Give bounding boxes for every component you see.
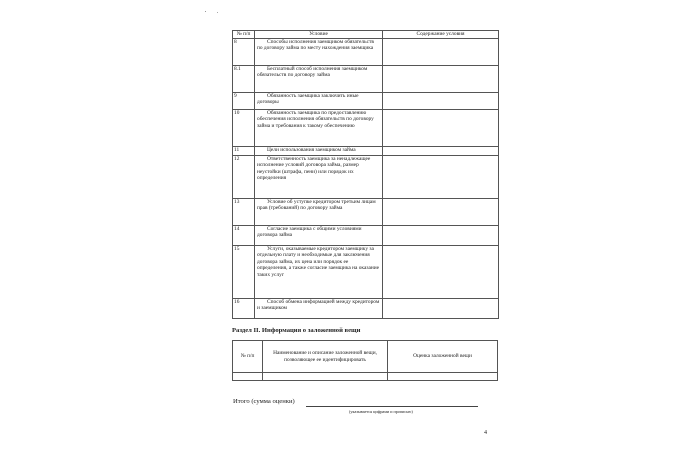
total-label: Итого (сумма оценки) — [233, 398, 295, 405]
row-condition: Обязанность заемщика заключить иные договоры — [255, 92, 383, 109]
row-value[interactable] — [383, 298, 499, 318]
header-item-valuation: Оценка заложенной вещи — [388, 341, 498, 373]
row-condition: Услуги, оказываемые кредитором заемщику за отдельную плату и необходимые для заключения договора займа, их цена или порядок ее определения, а также согласие заемщика на оказание таких услуг — [255, 245, 383, 298]
table-row — [233, 198, 499, 225]
row-condition: Условие об уступке кредитором третьим лицам прав (требований) по договору займа — [255, 198, 383, 225]
row-number: 14 — [233, 225, 255, 245]
row-value[interactable] — [383, 109, 499, 146]
row-number: 15 — [233, 245, 255, 298]
table-header-row — [233, 341, 498, 373]
table-row — [233, 298, 499, 318]
row-number: 16 — [233, 298, 255, 318]
row-number: 11 — [233, 146, 255, 155]
pledged-item-table — [232, 340, 498, 381]
header-number: № п/п — [233, 31, 255, 39]
table-row — [233, 38, 499, 65]
row-value[interactable] — [383, 245, 499, 298]
scan-speck — [205, 11, 206, 12]
row-condition: Цели использования заемщиком займа — [255, 146, 383, 155]
total-hint: (указывается цифрами и прописью) — [349, 409, 413, 414]
table-row — [233, 155, 499, 198]
row-condition: Бесплатный способ исполнения заемщиком обязательств по договору займа — [255, 65, 383, 92]
table-row — [233, 146, 499, 155]
total-amount-field[interactable] — [306, 406, 478, 407]
row-item-description[interactable] — [263, 373, 388, 381]
table-row — [233, 245, 499, 298]
row-condition: Обязанность заемщика по предоставлению обеспечения исполнения обязательств по договору займа и требования к такому обеспечению — [255, 109, 383, 146]
table-row — [233, 65, 499, 92]
row-condition: Согласие заемщика с общими условиями договора займа — [255, 225, 383, 245]
row-value[interactable] — [383, 155, 499, 198]
row-number: 13 — [233, 198, 255, 225]
row-value[interactable] — [383, 38, 499, 65]
scan-speck — [217, 12, 218, 13]
row-number: 8 — [233, 38, 255, 65]
row-value[interactable] — [383, 65, 499, 92]
page-number: 4 — [484, 430, 487, 436]
row-condition: Ответственность заемщика за ненадлежащее исполнение условий договора займа, размер неустойки (штрафа, пени) или порядок их определения — [255, 155, 383, 198]
row-item-valuation[interactable] — [388, 373, 498, 381]
table-row — [233, 373, 498, 381]
section-2-title: Раздел II. Информация о заложенной вещи — [232, 327, 361, 334]
header-number: № п/п — [233, 341, 263, 373]
header-condition: Условие — [255, 31, 383, 39]
table-row — [233, 109, 499, 146]
row-value[interactable] — [383, 92, 499, 109]
table-row — [233, 225, 499, 245]
row-number: 8.1 — [233, 65, 255, 92]
table-header-row — [233, 31, 499, 39]
row-number: 9 — [233, 92, 255, 109]
row-value[interactable] — [383, 146, 499, 155]
row-value[interactable] — [383, 225, 499, 245]
row-value[interactable] — [383, 198, 499, 225]
row-condition: Способы исполнения заемщиком обязательств по договору займа по месту нахождения заемщика — [255, 38, 383, 65]
loan-conditions-table — [232, 30, 499, 319]
row-condition: Способ обмена информацией между кредитором и заемщиком — [255, 298, 383, 318]
row-number: 10 — [233, 109, 255, 146]
header-content: Содержание условия — [383, 31, 499, 39]
row-number: 12 — [233, 155, 255, 198]
row-number[interactable] — [233, 373, 263, 381]
header-item-description: Наименование и описание заложенной вещи, позволяющее ее идентифицировать — [263, 341, 388, 373]
table-row — [233, 92, 499, 109]
